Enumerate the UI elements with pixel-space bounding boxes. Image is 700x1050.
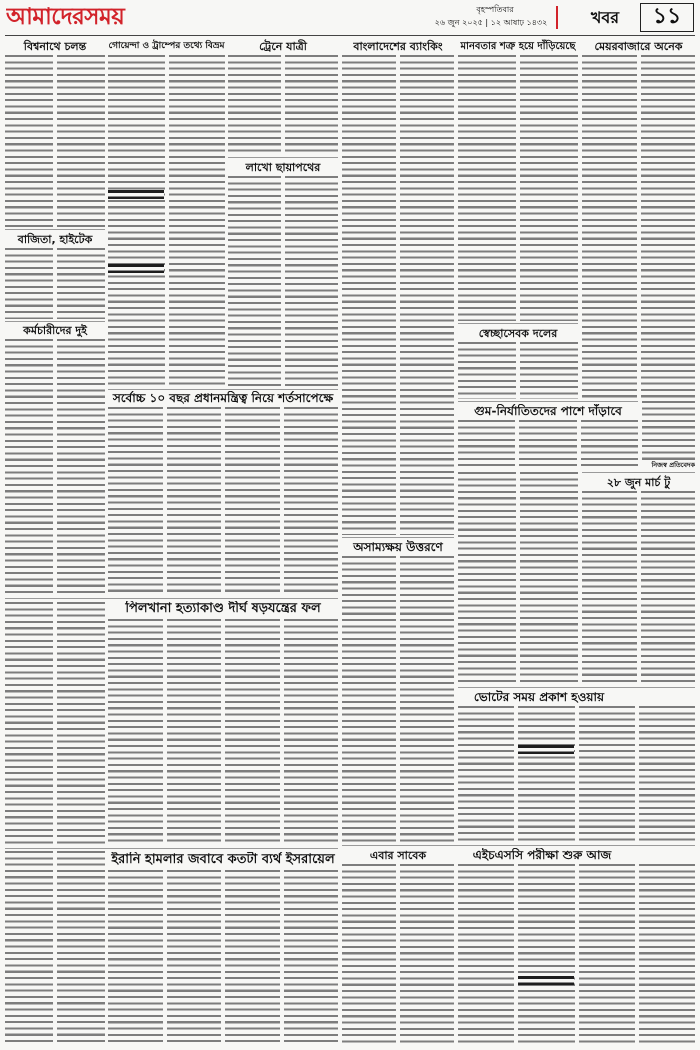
- story-divider: [5, 598, 338, 599]
- story-divider: [342, 845, 695, 846]
- story-body: [342, 864, 454, 1045]
- text-column: [458, 706, 514, 843]
- text-column: [458, 864, 514, 1045]
- text-column: [520, 472, 578, 685]
- text-column: [57, 602, 105, 845]
- story-body: [582, 491, 695, 685]
- text-column: [284, 619, 339, 845]
- text-column: [342, 55, 396, 535]
- story-body: [108, 55, 225, 387]
- story-divider: [458, 687, 695, 688]
- headline: এবার সাবেক: [369, 849, 427, 862]
- text-column: [285, 176, 338, 387]
- text-column: [5, 339, 53, 596]
- section-name: খবর: [590, 8, 620, 27]
- text-column: [225, 870, 280, 1045]
- story-body: [5, 55, 105, 227]
- headline: এইচএসসি পরীক্ষা শুরু আজ: [472, 848, 612, 862]
- text-column: [582, 491, 637, 685]
- text-column: [228, 176, 281, 387]
- subhead-placeholder: [518, 745, 574, 754]
- text-column: [108, 55, 165, 387]
- headline: গুম-নির্যাতিতদের পাশে দাঁড়াবে: [474, 404, 622, 418]
- story-body: [458, 55, 578, 321]
- text-column: [342, 556, 396, 843]
- text-column: [167, 407, 222, 596]
- text-column: [57, 339, 105, 596]
- issue-day: বৃহস্পতিবার: [476, 5, 514, 14]
- story-body: [108, 619, 338, 845]
- text-column: [57, 851, 105, 1045]
- text-column: [518, 864, 574, 1045]
- story-divider: [458, 401, 638, 402]
- text-column: [458, 342, 516, 399]
- text-column: [225, 619, 280, 845]
- story-body: [458, 342, 578, 399]
- story-body: [342, 55, 454, 535]
- text-column: [400, 55, 454, 535]
- story-divider: [5, 848, 338, 849]
- headline: ভোটের সময় প্রকাশ হওয়ায়: [473, 690, 605, 704]
- headline: ইরানি হামলার জবাবে কতটা ব্যর্থ ইসরায়েল: [111, 852, 335, 867]
- text-column: [57, 248, 105, 319]
- story-body: [108, 870, 338, 1045]
- byline: নিজস্ব প্রতিবেদক: [651, 461, 695, 469]
- headline: বাজিতা, হাইটেক: [17, 233, 93, 246]
- text-column: [284, 407, 339, 596]
- headline: মানবতার শত্রু হয়ে দাঁড়িয়েছে: [460, 41, 576, 52]
- story-body: [228, 55, 338, 155]
- story-divider: [342, 537, 454, 538]
- text-column: [639, 864, 695, 1045]
- subhead-placeholder: [108, 190, 164, 199]
- page-number: ১১: [640, 3, 694, 32]
- headline: ট্রেনে যাত্রী: [259, 40, 307, 53]
- text-column: [519, 420, 576, 470]
- text-column: [169, 55, 226, 387]
- text-column: [108, 870, 163, 1045]
- text-column: [520, 55, 578, 321]
- text-column: [582, 55, 637, 399]
- text-column: [458, 420, 515, 470]
- headline: অসাম্যক্ষয় উত্তরণে: [353, 540, 443, 554]
- headline: লাখো ছায়াপথের: [245, 161, 321, 174]
- subhead-placeholder: [518, 976, 574, 985]
- text-column: [641, 55, 696, 399]
- story-body: [5, 602, 105, 845]
- story-body: [228, 176, 338, 387]
- story-body: [458, 706, 695, 843]
- masthead-rule: [5, 35, 695, 36]
- story-body: [458, 472, 578, 685]
- text-column: [5, 602, 53, 845]
- subhead-placeholder: [108, 264, 164, 273]
- headline: গোয়েন্দা ও ট্রাম্পের তথ্যে বিভ্রম: [108, 41, 225, 51]
- story-body: [582, 55, 695, 399]
- newspaper-logo: আমাদেরসময়: [6, 4, 125, 30]
- text-column: [458, 55, 516, 321]
- story-body: [5, 339, 105, 596]
- text-column: [400, 864, 454, 1045]
- headline: স্বেচ্ছাসেবক দলের: [478, 327, 558, 340]
- story-divider: [108, 389, 338, 390]
- text-column: [400, 556, 454, 843]
- headline: পিলখানা হত্যাকাণ্ড দীর্ঘ ষড়যন্ত্রের ফল: [125, 601, 321, 616]
- story-divider: [5, 321, 105, 322]
- text-column: [641, 491, 696, 685]
- text-column: [225, 407, 280, 596]
- text-column: [284, 870, 339, 1045]
- story-body: [458, 864, 695, 1045]
- issue-date: ২৬ জুন ২০২৫ | ১২ আষাঢ় ১৪৩২: [434, 18, 548, 27]
- text-column: [579, 706, 635, 843]
- text-column: [285, 55, 338, 155]
- text-column: [108, 619, 163, 845]
- story-body: [458, 420, 638, 470]
- masthead-divider: [556, 6, 558, 29]
- headline: বাংলাদেশের ব্যাংকিং: [353, 40, 443, 53]
- text-column: [520, 342, 578, 399]
- text-column: [57, 55, 105, 227]
- text-column: [458, 472, 516, 685]
- story-divider: [458, 323, 578, 324]
- headline: সর্বোচ্চ ১০ বছর প্রধানমন্ত্রিত্ব নিয়ে শর্তসাপেক্ষে: [112, 391, 334, 405]
- story-body: [5, 851, 105, 1045]
- text-column: [167, 619, 222, 845]
- text-column: [5, 248, 53, 319]
- text-column: [5, 55, 53, 227]
- text-column: [518, 706, 574, 843]
- text-column: [579, 864, 635, 1045]
- text-column: [5, 851, 53, 1045]
- text-column: [228, 55, 281, 155]
- story-body: [342, 556, 454, 843]
- text-column: [167, 870, 222, 1045]
- story-body: [642, 401, 695, 460]
- story-body: [108, 407, 338, 596]
- story-divider: [582, 472, 695, 473]
- headline: কর্মচারীদের দুই: [23, 324, 87, 337]
- story-divider: [5, 229, 105, 230]
- text-column: [108, 407, 163, 596]
- text-column: [342, 864, 396, 1045]
- story-body: [5, 248, 105, 319]
- text-column: [639, 706, 695, 843]
- text-column: [642, 401, 695, 460]
- headline: বিশ্বনাথে চলন্ত: [23, 40, 87, 53]
- headline: ২৮ জুন মার্চ টু: [606, 476, 671, 489]
- headline: মেয়রবাজারে অনেক: [594, 40, 683, 53]
- story-divider: [228, 157, 338, 158]
